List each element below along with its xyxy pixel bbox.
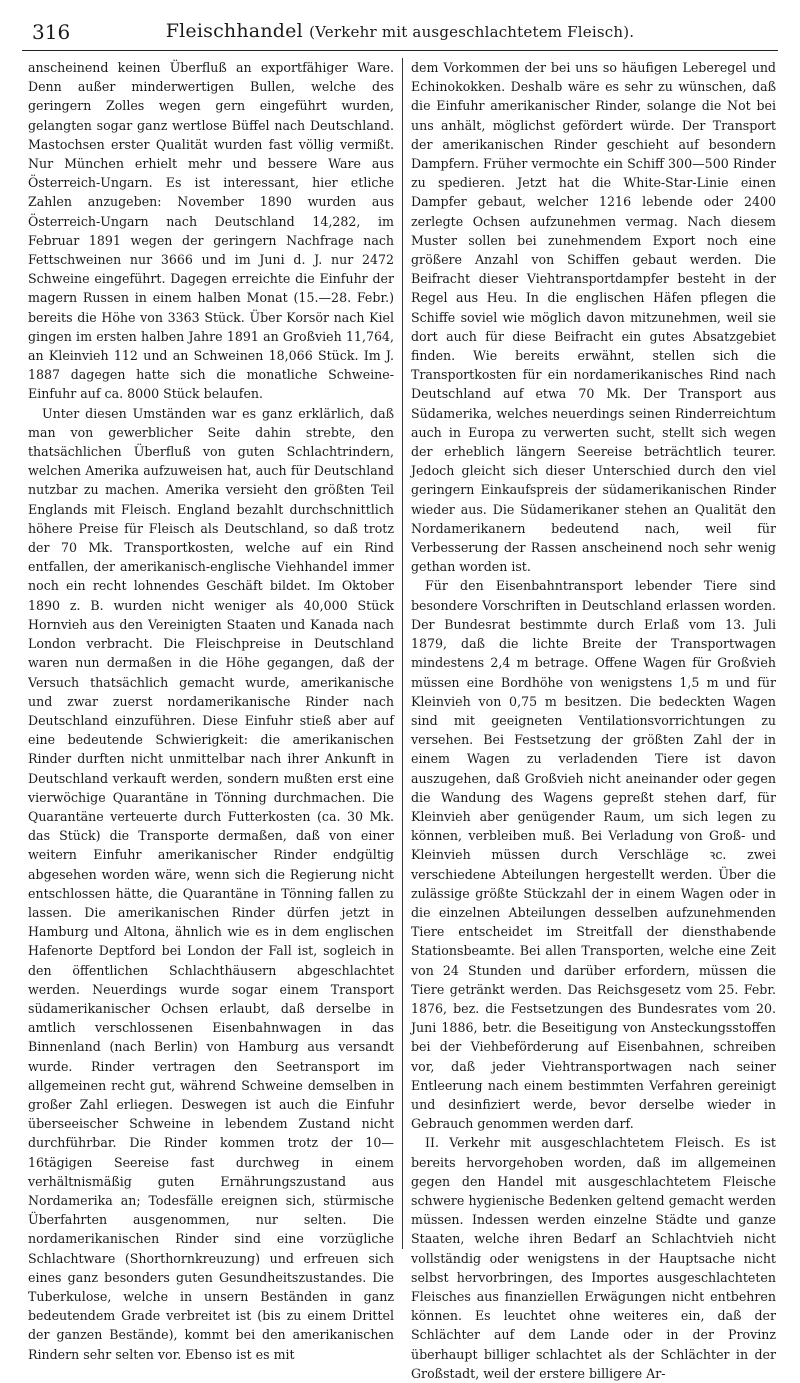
- right-column: [402, 58, 776, 1381]
- paragraph: dem Vorkommen der bei uns so häufigen Leberegel und Echinokokken. Deshalb wäre es sehr zu wünschen, daß die Einfuhr amerikanischer Rinder, solange die Not bei uns anhält, möglichst gefördert würde. Der Transport der amerikanischen Rinder geschieht auf besondern Dampfern. Früher vermochte ein Schiff 300—500 Rinder zu spedieren. Jetzt hat die White-Star-Linie einen Dampfer gebaut, welcher 1216 lebende oder 2400 zerlegte Ochsen aufzunehmen vermag. Nach diesem Muster sollen bei zunehmendem Export noch eine größere Anzahl von Schiffen gebaut werden. Die Beifracht dieser Viehtransportdampfer besteht in der Regel aus Heu. In die englischen Häfen pflegen die Schiffe soviel wie möglich davon mitzunehmen, weil sie dort auch für diese Beifracht ein gutes Absatzgebiet finden. Wie bereits erwähnt, stellen sich die Transportkosten für ein nordamerikanisches Rind nach Deutschland auf etwa 70 Mk. Der Transport aus Südamerika, welches neuerdings seinen Rinderreichtum auch in Europa zu verwerten sucht, stellt sich wegen der erheblich längern Seereise beträchtlich teurer. Jedoch gleicht sich dieser Unterschied durch den viel geringern Einkaufspreis der südamerikanischen Rinder wieder aus. Die Südamerikaner stehen an Qualität den Nordamerikanern bedeutend nach, weil für Verbesserung der Rassen anscheinend noch sehr wenig gethan worden ist.: [411, 60, 776, 575]
- paragraph: Für den Eisenbahntransport lebender Tiere sind besondere Vorschriften in Deutschland erlassen worden. Der Bundesrat bestimmte durch Erlaß vom 13. Juli 1879, daß die lichte Breite der Transportwagen mindestens 2,4 m betrage. Offene Wagen für Großvieh müssen eine Bordhöhe von wenigstens 1,5 m und für Kleinvieh von 0,75 m besitzen. Die bedeckten Wagen sind mit geeigneten Ventilationsvorrichtungen zu versehen. Bei Festsetzung der größten Zahl der in einem Wagen zu verladenden Tiere ist davon auszugehen, daß Großvieh nicht aneinander oder gegen die Wandung des Wagens gepreßt stehen darf, für Kleinvieh aber genügender Raum, um sich legen zu können, verbleiben muß. Bei Verladung von Groß- und Kleinvieh müssen durch Verschläge ꝛc. zwei verschiedene Abteilungen hergestellt werden. Über die zulässige größte Stückzahl der in einem Wagen oder in die einzelnen Abteilungen desselben aufzunehmenden Tiere entscheidet im Streitfall der diensthabende Stationsbeamte. Bei allen Transporten, welche eine Zeit von 24 Stunden und darüber erfordern, müssen die Tiere getränkt werden. Das Reichsgesetz vom 25. Febr. 1876, bez. die Festsetzungen des Bundesrates vom 20. Juni 1886, betr. die Beseitigung von Ansteckungsstoffen bei der Viehbeförderung auf Eisenbahnen, schreiben vor, daß jeder Viehtransportwagen nach seiner Entleerung nach einem bestimmten Verfahren gereinigt und desinfiziert werde, bevor derselbe wieder in Gebrauch genommen werden darf.: [411, 578, 776, 1132]
- page-number: 316: [32, 20, 71, 44]
- running-head-title: Fleischhandel: [165, 20, 303, 42]
- left-column: [28, 58, 402, 1362]
- running-head-subtitle: (Verkehr mit ausgeschlachtetem Fleisch).: [309, 23, 635, 41]
- paragraph: Unter diesen Umständen war es ganz erklärlich, daß man von gewerblicher Seite dahin strebte, den thatsächlichen Überfluß von guten Schlachtrindern, welchen Amerika aufzuweisen hat, auch für Deutschland nutzbar zu machen. Amerika versieht den größten Teil Englands mit Fleisch. England bezahlt durchschnittlich höhere Preise für Fleisch als Deutschland, so daß trotz der 70 Mk. Transportkosten, welche auf ein Rind entfallen, der amerikanisch-englische Viehhandel immer noch ein recht lohnendes Geschäft bildet. Im Oktober 1890 z. B. wurden nicht weniger als 40,000 Stück Hornvieh aus den Vereinigten Staaten und Kanada nach London verbracht. Die Fleischpreise in Deutschland waren nun dermaßen in die Höhe gegangen, daß der Versuch thatsächlich gemacht wurde, amerikanische und zwar zuerst nordamerikanische Rinder nach Deutschland einzuführen. Diese Einfuhr stieß aber auf eine bedeutende Schwierigkeit: die amerikanischen Rinder durften nicht unmittelbar nach ihrer Ankunft in Deutschland verkauft werden, sondern mußten erst eine vierwöchige Quarantäne in Tönning durchmachen. Die Quarantäne verteuerte durch Futterkosten (ca. 30 Mk. das Stück) die Transporte dermaßen, daß von einer weitern Einfuhr amerikanischer Rinder endgültig abgesehen worden wäre, wenn sich die Regierung nicht entschlossen hätte, die Quarantäne in Tönning fallen zu lassen. Die amerikanischen Rinder dürfen jetzt in Hamburg und Altona, ähnlich wie es in dem englischen Hafenorte Deptford bei London der Fall ist, sogleich in den öffentlichen Schlachthäusern abgeschlachtet werden. Neuerdings wurde sogar einem Transport südamerikanischer Ochsen erlaubt, daß derselbe in amtlich verschlossenen Eisenbahnwagen in das Binnenland (nach Berlin) von Hamburg aus versandt wurde. Rinder vertragen den Seetransport im allgemeinen recht gut, während Schweine demselben in großer Zahl erliegen. Deswegen ist auch die Einfuhr überseeischer Schweine in lebendem Zustand nicht durchführbar. Die Rinder kommen trotz der 10—16tägigen Seereise fast durchweg in einem verhältnismäßig guten Ernährungszustand aus Nordamerika an; Todesfälle ereignen sich, stürmische Überfahrten ausgenommen, nur selten. Die nordamerikanischen Rinder sind eine vorzügliche Schlachtware (Shorthornkreuzung) und erfreuen sich eines ganz besonders guten Gesundheitszustandes. Die Tuberkulose, welche in unsern Beständen in ganz bedeutendem Grade verbreitet ist (bis zu einem Drittel der ganzen Bestände), kommt bei den amerikanischen Rindern sehr selten vor. Ebenso ist es mit: [28, 405, 394, 1362]
- running-head: [22, 20, 778, 42]
- text-columns: [28, 58, 776, 1381]
- page-header: [22, 18, 778, 51]
- paragraph: II. Verkehr mit ausgeschlachtetem Fleisch. Es ist bereits hervorgehoben worden, daß im allgemeinen gegen den Handel mit ausgeschlachtetem Fleische schwere hygienische Bedenken geltend gemacht werden müssen. Indessen werden einzelne Städte und ganze Staaten, welche ihren Bedarf an Schlachtvieh nicht vollständig oder wenigstens in der Hauptsache nicht selbst hervorbringen, des Importes ausgeschlachteten Fleisches aus finanziellen Erwägungen nicht entbehren können. Es leuchtet ohne weiteres ein, daß der Schlächter auf dem Lande oder in der Provinz überhaupt billiger schlachtet als der Schlächter in der Großstadt, weil der erstere billigere Ar-: [411, 1135, 776, 1381]
- paragraph: anscheinend keinen Überfluß an exportfähiger Ware. Denn außer minderwertigen Bullen, welche des geringern Zolles wegen gern eingeführt wurden, gelangten sogar ganz wertlose Büffel nach Deutschland. Mastochsen erster Qualität wurden fast völlig vermißt. Nur München erhielt mehr und bessere Ware aus Österreich-Ungarn. Es ist interessant, hier etliche Zahlen anzugeben: November 1890 wurden aus Österreich-Ungarn nach Deutschland 14,282, im Februar 1891 wegen der geringern Nachfrage nach Fettschweinen nur 3666 und im Juni d. J. nur 2472 Schweine eingeführt. Dagegen erreichte die Einfuhr der magern Russen in einem halben Monat (15.—28. Febr.) bereits die Höhe von 3363 Stück. Über Korsör nach Kiel gingen im ersten halben Jahre 1891 an Großvieh 11,764, an Kleinvieh 112 und an Schweinen 18,066 Stück. Im J. 1887 dagegen hatte sich die monatliche Schweine-Einfuhr auf ca. 8000 Stück belaufen.: [28, 60, 394, 402]
